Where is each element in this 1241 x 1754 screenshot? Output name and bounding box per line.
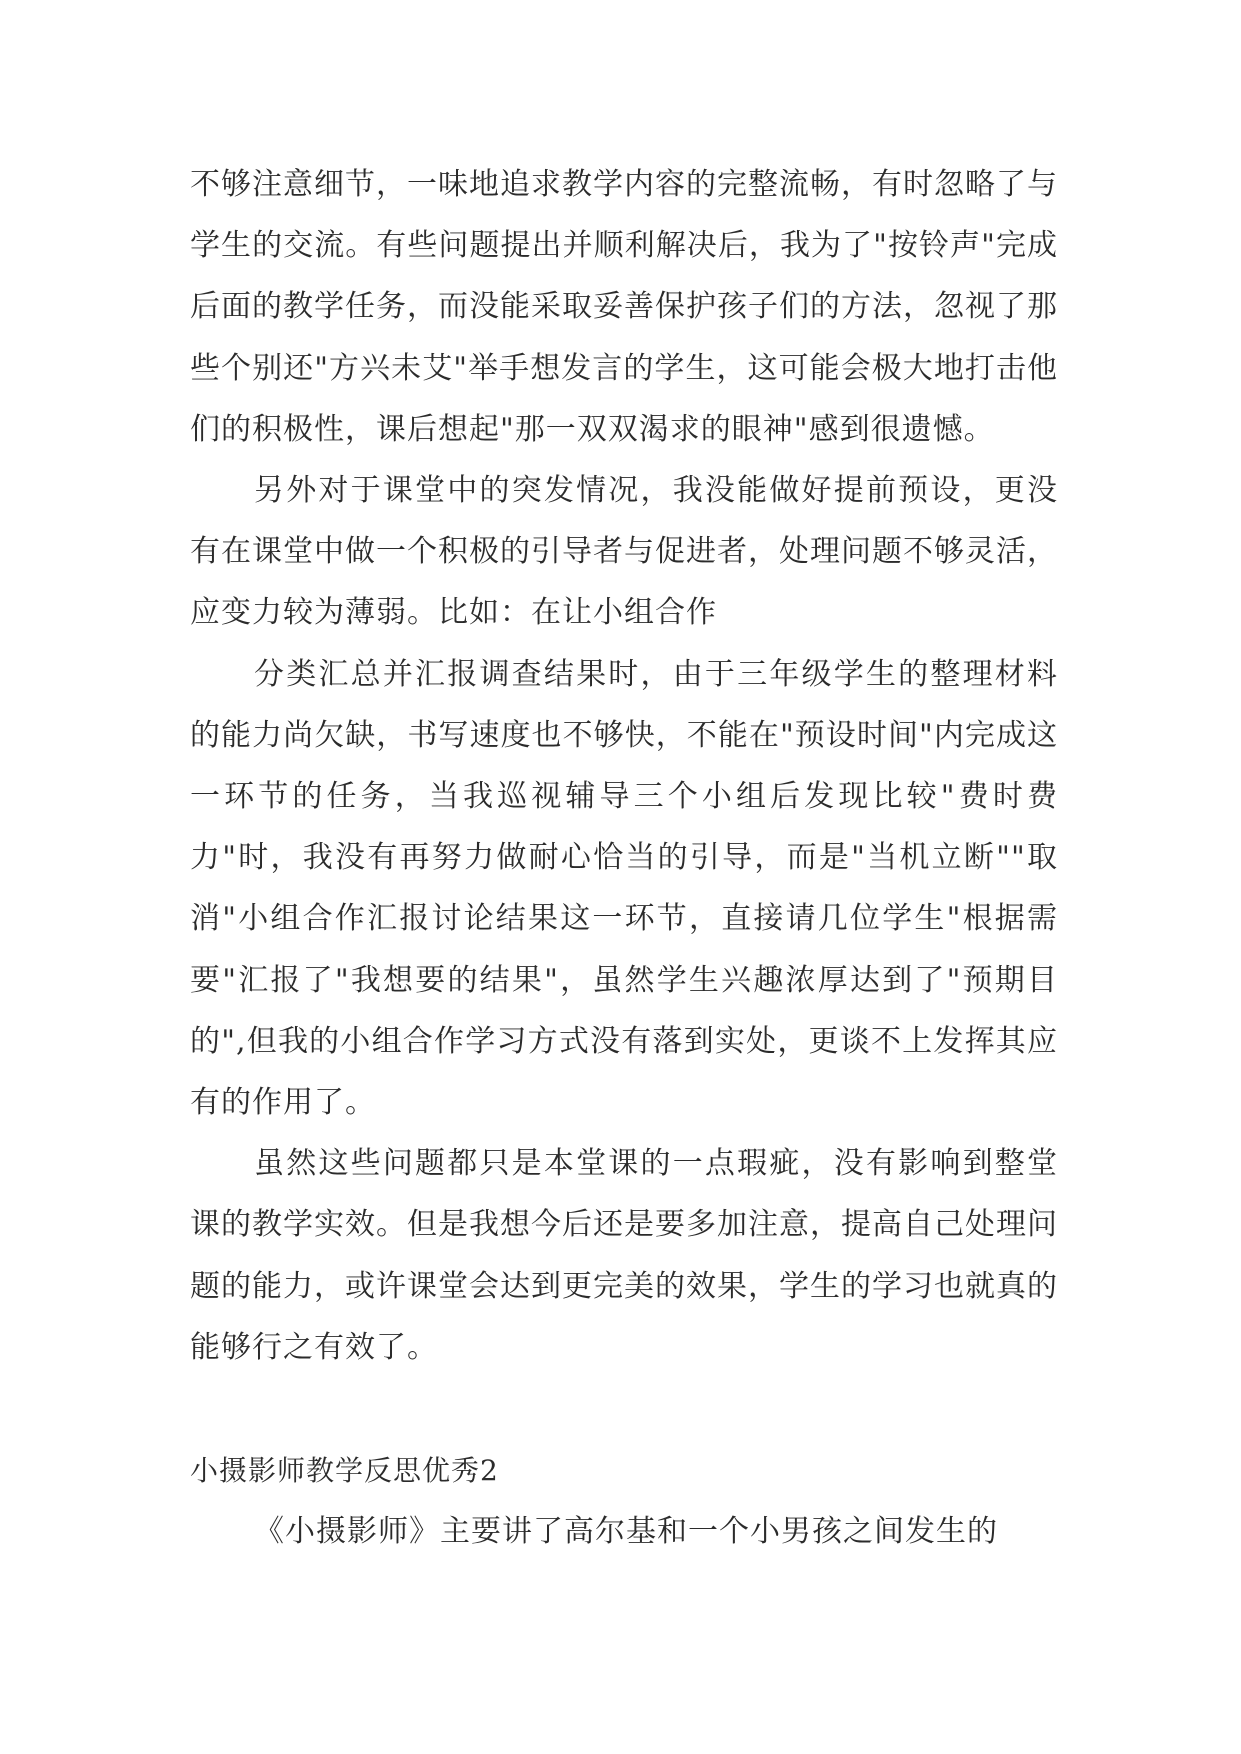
body-paragraph-1: 不够注意细节，一味地追求教学内容的完整流畅，有时忽略了与学生的交流。有些问题提出并顺利解决后，我为了"按铃声"完成后面的教学任务，而没能采取妥善保护孩子们的方法，忽视了那些个别还"方兴未艾"举手想发言的学生，这可能会极大地打击他们的积极性，课后想起"那一双双渴求的眼神"感到很遗憾。: [190, 167, 1058, 447]
body-paragraph-3: 分类汇总并汇报调查结果时，由于三年级学生的整理材料的能力尚欠缺，书写速度也不够快，不能在"预设时间"内完成这一环节的任务，当我巡视辅导三个小组后发现比较"费时费力"时，我没有再努力做耐心恰当的引导，而是"当机立断""取消"小组合作汇报讨论结果这一环节，直接请几位学生"根据需要"汇报了"我想要的结果"，虽然学生兴趣浓厚达到了"预期目的",但我的小组合作学习方式没有落到实处，更谈不上发挥其应有的作用了。: [190, 656, 1058, 1121]
body-paragraph-2: 另外对于课堂中的突发情况，我没能做好提前预设，更没有在课堂中做一个积极的引导者与促进者，处理问题不够灵活，应变力较为薄弱。比如：在让小组合作: [190, 473, 1058, 631]
body-paragraph-4: 虽然这些问题都只是本堂课的一点瑕疵，没有影响到整堂课的教学实效。但是我想今后还是要多加注意，提高自己处理问题的能力，或许课堂会达到更完美的效果，学生的学习也就真的能够行之有效了。: [190, 1146, 1058, 1365]
document-page: [190, 154, 1058, 1562]
section-paragraph-1: 《小摄影师》主要讲了高尔基和一个小男孩之间发生的: [254, 1514, 998, 1550]
section-heading: 小摄影师教学反思优秀2: [190, 1454, 499, 1488]
